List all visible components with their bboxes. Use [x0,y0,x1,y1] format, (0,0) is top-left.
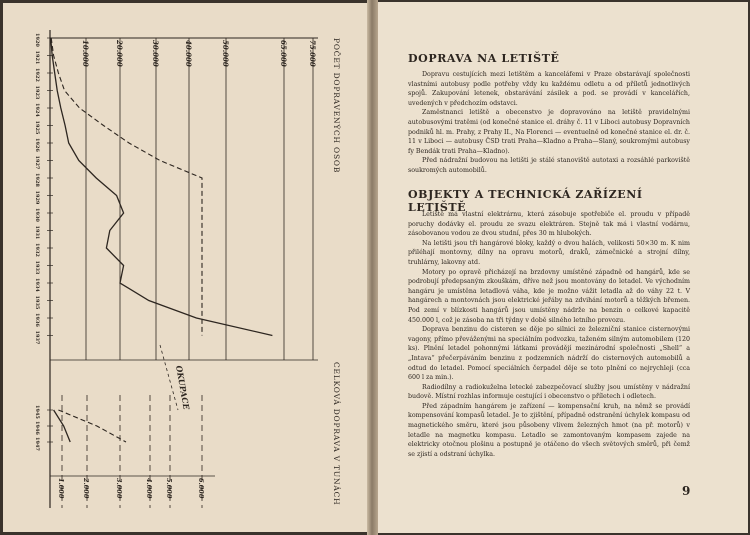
occupation-gap-line [160,345,178,410]
year-label: 1945 [34,405,40,419]
year-label: 1933 [34,260,40,275]
year-label: 1934 [34,278,40,292]
freight-tick-label: 2.000 [82,478,90,499]
freight-series-line [51,38,202,336]
paragraph-5: Na letišti jsou tři hangárové bloky, každý o dvou halách, velikosti 50×30 m. K nim přiléhají montovny, dílny na opravu motorů, draků, zámečnické a strojní dílny, truhlárny, lakovny atd. [408,239,690,266]
year-label: 1928 [34,173,40,187]
paragraph-4: Letiště má vlastní elektrárnu, která zásobuje spotřebiče el. proudu v případě poruchy dodávky el. proudu ze svazu elektráren. Stejně tak má i vlastní vodárnu, zásobovanou vodou ze dvou studní, přes 30 m hlubokých. [408,211,690,238]
passenger-tick-label: 10.000 [81,40,90,67]
year-label: 1932 [34,243,40,257]
paragraph-2: Zaměstnanci letiště a obecenstvo je dopravováno na letiště pravidelnými autobusovými tratěmi (od konečné stanice el. dráhy č. 11 v Liboci autobusy Dopravních podniků hl. m. Prahy, z Prahy II., Na Florenci — eventuelně od konečné stanice el. dr. č. 11 v Liboci — autobusy ČSD trati Praha—Kladno a Praha—Slaný, soukromými autobusy fy Bendák trati Praha—Kladno). [408,109,690,155]
year-label: 1937 [34,330,40,345]
page-number: 9 [682,484,691,498]
freight-tick-label: 6.000 [197,478,205,499]
freight-tick-label: 4.000 [145,478,153,499]
passenger-tick-label: 75.000 [308,40,317,67]
year-label: 1921 [34,50,40,65]
freight-tick-label: 1.000 [57,478,65,499]
year-label: 1946 [34,421,40,435]
passenger-tick-label: 30.000 [151,40,160,67]
paragraph-7: Doprava benzinu do cisteren se děje po silnici ze železniční stanice cisternovými vagony, přímo převáženými na speciálním podvozku, taženém silným automobilem (120 ks). Plnění letadel pohonnými látkami provádějí mezinárodní společnosti „Shell“ a „Intava“ přečerpáváním benzinu z podzemních nádrží do cisternových automobilů a odtud do letadel. Pomocí speciálních čerpadel děje se toto plnění co nejrychleji (cca 600 l za min.). [408,326,690,382]
freight-tick-label: 3.000 [115,478,123,499]
passenger-tick-label: 20.000 [115,40,124,67]
chart-title-passengers: POČET DOPRAVENÝCH OSOB [332,38,341,174]
freight-tick-label: 5.000 [165,478,173,499]
year-label: 1930 [34,208,40,222]
year-label: 1931 [34,225,40,240]
heading-objekty: OBJEKTY A TECHNICKÁ ZAŘÍZENÍ LETIŠTĚ [408,188,643,214]
chart-grid [47,30,318,508]
year-label: 1947 [34,437,40,451]
year-label: 1924 [34,103,40,117]
section-doprava-body [408,70,690,176]
passenger-tick-label: 40.000 [184,40,193,67]
passenger-tick-label: 65.000 [279,40,288,67]
year-label: 1926 [34,138,40,152]
chart-annotation-onupace: OKUPACE [174,364,192,411]
heading-doprava: DOPRAVA NA LETIŠTĚ [408,52,560,65]
year-label: 1920 [34,33,40,47]
passenger-series-line [51,38,273,336]
passenger-tick-label: 50.000 [221,40,230,67]
paragraph-8: Radiodílny a radiokuželna letecké zabezpečovací služby jsou umístěny v nádražní budově. Místní rozhlas informuje cestující i obecenstvo o příletech i odletech. [408,383,690,401]
paragraph-1: Dopravu cestujících mezi letištěm a kanceláfemi v Praze obstarávají společnosti vlastními autobusy podle potřeby vždy ku každému odletu a od příletů jednotlivých spojů. Zakupování letenek, obstarávání zásilek a pod. se provádí v kancelářích, uvedených v předchozím odstavci. [408,71,690,107]
paragraph-9: Před západním hangárem je zařízení — kompensační kruh, na němž se provádí kompensování kompasů letadel. Je to zjištění, případně odstranění úchylek kompasu od magnetického směru, které jsou působeny vlivem železných hmot (na př. motorů) v letadle na magnetku kompasu. Letadlo se zamontovaným kompasem zajede na elektricky otočnou plošinu a postupně je otáčeno do všech světových směrů, při čemž se zjistí a odstraní úchylka. [408,402,690,458]
chart-tick-labels [34,33,317,499]
year-label: 1936 [34,313,40,327]
section-doprava [408,52,690,65]
section-objekty-body [408,210,690,459]
year-label: 1927 [34,155,40,170]
year-label: 1922 [34,68,40,82]
year-label: 1925 [34,120,40,135]
year-label: 1929 [34,190,40,205]
paragraph-6: Motory po opravě přicházejí na brzdovny umístěné západně od hangárů, kde se podrobují předepsaným zkouškám, dříve než jsou montovány do letadel. Ve východním hangáru je umístěna letadlová váha, kde je možno vážit letadla až do váhy 22 t. V hangárech a montovnách jsou elektrické jeřáby na zdvihání motorů a těžkých břemen. Pod zemí v blízkosti hangárů jsou umístěny nádrže na benzin o celkové kapacitě 450.000 l, což je zásoba na tři týdny v době silného letního provozu. [408,268,690,324]
year-label: 1923 [34,85,40,100]
chart-series [51,38,273,442]
chart-title-freight: CELKOVÁ DOPRAVA V TUNÁCH [332,362,341,506]
paragraph-3: Před nádražní budovou na letišti je stálé stanoviště autotaxi a rozsáhlé parkoviště soukromých automobilů. [408,157,690,174]
year-label: 1935 [34,295,40,310]
